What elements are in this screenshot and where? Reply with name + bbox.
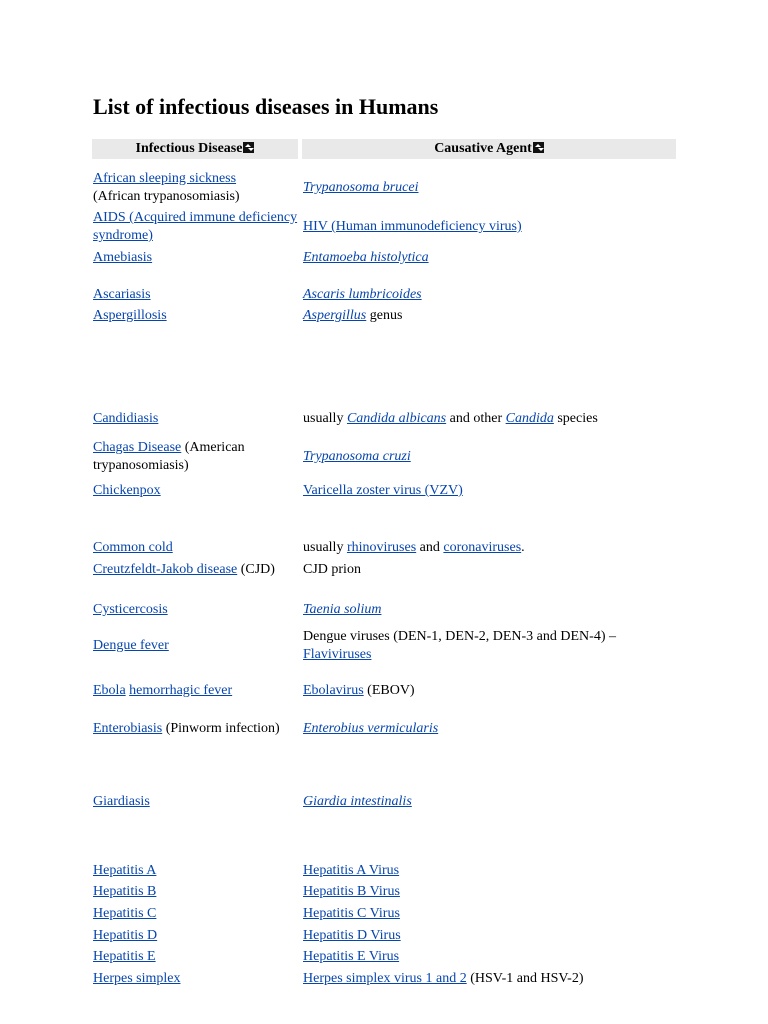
disease-cell <box>93 627 298 665</box>
agent-cell <box>303 681 675 701</box>
wiki-link[interactable]: Enterobiasis <box>93 721 163 736</box>
wiki-link[interactable]: Candida albicans <box>346 411 447 426</box>
cell-text <box>93 637 169 655</box>
cell-text <box>93 307 167 325</box>
cell-text <box>303 539 525 557</box>
wiki-link[interactable]: Hepatitis D <box>93 928 158 943</box>
cell-text <box>93 862 156 880</box>
cell-text <box>93 209 298 245</box>
column-header-agent-label: Causative Agent <box>434 141 532 156</box>
wiki-link[interactable]: Hepatitis E <box>93 949 156 964</box>
wiki-link[interactable]: Taenia solium <box>303 602 382 617</box>
wiki-link[interactable]: Chickenpox <box>93 483 161 498</box>
wiki-link[interactable]: Varicella zoster virus (VZV) <box>303 483 463 498</box>
agent-cell <box>303 248 675 268</box>
wiki-link[interactable]: Aspergillus <box>303 308 367 323</box>
column-header-disease[interactable] <box>92 139 298 159</box>
cell-text <box>303 249 429 267</box>
cell-text <box>93 883 156 901</box>
cell-text <box>93 601 168 619</box>
agent-cell <box>303 538 675 558</box>
wiki-link[interactable]: hemorrhagic fever <box>129 683 233 698</box>
wiki-link[interactable]: Herpes simplex virus 1 and 2 <box>303 971 467 986</box>
wiki-link[interactable]: Ascaris lumbricoides <box>303 287 422 302</box>
column-header-agent[interactable] <box>302 139 676 159</box>
cell-text <box>303 793 412 811</box>
cell-text <box>303 601 381 619</box>
cell-text <box>303 905 400 923</box>
agent-cell <box>303 409 675 429</box>
agent-cell <box>303 306 675 326</box>
disease-cell <box>93 170 298 206</box>
cell-text <box>93 482 161 500</box>
wiki-link[interactable]: Ebolavirus <box>303 683 364 698</box>
agent-cell <box>303 208 675 246</box>
cell-text <box>303 410 598 428</box>
plain-text: . <box>521 540 525 555</box>
agent-cell <box>303 481 675 501</box>
disease-cell <box>93 248 298 268</box>
cell-text <box>93 948 156 966</box>
disease-cell <box>93 538 298 558</box>
cell-text <box>93 249 152 267</box>
wiki-link[interactable]: Common cold <box>93 540 173 555</box>
wiki-link[interactable]: African sleeping sickness <box>93 171 237 186</box>
wiki-link[interactable]: Ebola <box>93 683 126 698</box>
plain-text: (American trypanosomiasis) <box>93 440 245 473</box>
wiki-link[interactable]: Hepatitis A <box>93 863 157 878</box>
wiki-link[interactable]: Giardia intestinalis <box>303 794 412 809</box>
cell-text <box>303 561 361 579</box>
wiki-link[interactable]: Aspergillosis <box>93 308 167 323</box>
wiki-link[interactable]: Creutzfeldt-Jakob disease <box>93 562 238 577</box>
plain-text: CJD prion <box>303 562 361 577</box>
wiki-link[interactable]: Candida <box>505 411 554 426</box>
wiki-link[interactable]: rhinoviruses <box>346 540 417 555</box>
disease-cell <box>93 926 298 946</box>
wiki-link[interactable]: Amebiasis <box>93 250 153 265</box>
wiki-link[interactable]: HIV (Human immunodeficiency virus) <box>303 219 522 234</box>
plain-text: usually <box>303 540 347 555</box>
column-header-disease-label: Infectious Disease <box>135 141 243 156</box>
agent-cell <box>303 170 675 206</box>
plain-text: (EBOV) <box>363 683 415 698</box>
cell-text <box>303 862 399 880</box>
cell-text <box>93 970 180 988</box>
wiki-link[interactable]: Dengue fever <box>93 638 169 653</box>
plain-text: and <box>416 540 444 555</box>
disease-cell <box>93 710 298 748</box>
agent-cell <box>303 600 675 620</box>
cell-text <box>93 682 232 700</box>
agent-cell <box>303 947 675 967</box>
disease-cell <box>93 882 298 902</box>
wiki-link[interactable]: Trypanosoma brucei <box>303 180 419 195</box>
agent-cell <box>303 627 675 665</box>
agent-cell <box>303 969 675 989</box>
cell-text <box>303 218 522 236</box>
disease-cell <box>93 969 298 989</box>
cell-text <box>93 410 158 428</box>
cell-text <box>303 883 400 901</box>
disease-cell <box>93 947 298 967</box>
wiki-link[interactable]: Entamoeba histolytica <box>303 250 429 265</box>
disease-cell <box>93 681 298 701</box>
cell-text <box>303 448 411 466</box>
wiki-link[interactable]: Hepatitis A Virus <box>303 863 400 878</box>
plain-text: species <box>553 411 598 426</box>
cell-text <box>303 307 402 325</box>
cell-text <box>93 170 240 206</box>
sort-icon[interactable] <box>243 142 254 153</box>
cell-text <box>303 970 584 988</box>
page-title: List of infectious diseases in Humans <box>93 94 439 119</box>
cell-text <box>93 539 173 557</box>
cell-text <box>93 793 150 811</box>
disease-cell <box>93 285 298 305</box>
wiki-link[interactable]: Hepatitis D Virus <box>303 928 401 943</box>
disease-cell <box>93 409 298 429</box>
agent-cell <box>303 285 675 305</box>
agent-cell <box>303 560 675 580</box>
plain-text: (HSV-1 and HSV-2) <box>466 971 584 986</box>
wiki-link[interactable]: Trypanosoma cruzi <box>303 449 411 464</box>
plain-text: and other <box>446 411 506 426</box>
disease-cell <box>93 481 298 501</box>
plain-text: Dengue viruses (DEN-1, DEN-2, DEN-3 and DEN-4) – <box>303 629 616 644</box>
cell-text <box>303 948 399 966</box>
agent-cell <box>303 926 675 946</box>
cell-text <box>303 682 415 700</box>
disease-cell <box>93 438 298 476</box>
cell-text <box>303 720 438 738</box>
wiki-link[interactable]: Ascariasis <box>93 287 151 302</box>
agent-cell <box>303 882 675 902</box>
agent-cell <box>303 438 675 476</box>
wiki-link[interactable]: Chagas Disease <box>93 440 182 455</box>
disease-cell <box>93 861 298 881</box>
wiki-link[interactable]: Giardiasis <box>93 794 150 809</box>
agent-cell <box>303 861 675 881</box>
plain-text: (African trypanosomiasis) <box>93 189 240 204</box>
cell-text <box>93 720 280 738</box>
disease-cell <box>93 208 298 246</box>
cell-text <box>303 927 401 945</box>
plain-text: usually <box>303 411 347 426</box>
wiki-link[interactable]: Flaviviruses <box>303 647 372 662</box>
cell-text <box>93 561 275 579</box>
disease-cell <box>93 904 298 924</box>
wiki-link[interactable]: Hepatitis B Virus <box>303 884 400 899</box>
disease-cell <box>93 792 298 812</box>
disease-cell <box>93 600 298 620</box>
cell-text <box>303 286 422 304</box>
disease-cell <box>93 306 298 326</box>
agent-cell <box>303 904 675 924</box>
agent-cell <box>303 792 675 812</box>
cell-text <box>93 439 298 475</box>
cell-text <box>303 628 675 664</box>
cell-text <box>303 179 419 197</box>
wiki-link[interactable]: Enterobius vermicularis <box>303 721 439 736</box>
wiki-link[interactable]: Hepatitis C Virus <box>303 906 400 921</box>
disease-cell <box>93 560 298 580</box>
sort-icon[interactable] <box>533 142 544 153</box>
wiki-link[interactable]: Herpes simplex <box>93 971 181 986</box>
cell-text <box>303 482 463 500</box>
wiki-link[interactable]: Hepatitis B <box>93 884 157 899</box>
wiki-link[interactable]: Candidiasis <box>93 411 159 426</box>
wiki-link[interactable]: Hepatitis E Virus <box>303 949 400 964</box>
wiki-link[interactable]: coronaviruses <box>443 540 522 555</box>
plain-text: (CJD) <box>237 562 275 577</box>
agent-cell <box>303 710 675 748</box>
wiki-link[interactable]: Cysticercosis <box>93 602 168 617</box>
wiki-link[interactable]: AIDS (Acquired immune deficiency syndrome) <box>93 210 298 243</box>
cell-text <box>93 927 157 945</box>
cell-text <box>93 905 156 923</box>
cell-text <box>93 286 151 304</box>
plain-text: (Pinworm infection) <box>162 721 280 736</box>
wiki-link[interactable]: Hepatitis C <box>93 906 157 921</box>
plain-text: genus <box>366 308 403 323</box>
